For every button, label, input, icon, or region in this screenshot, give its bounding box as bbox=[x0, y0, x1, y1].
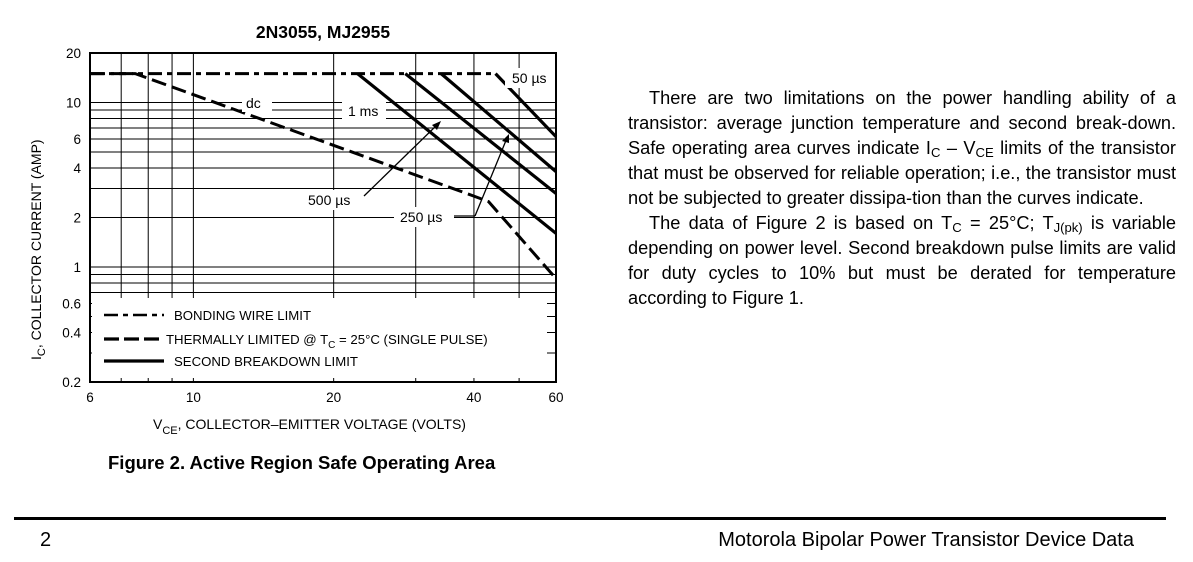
leader-250us-arrow bbox=[502, 134, 509, 143]
y-tick-label: 0.6 bbox=[62, 296, 81, 312]
y-tick-label: 10 bbox=[65, 95, 81, 111]
x-tick-label: 20 bbox=[326, 390, 342, 405]
y-tick-label: 4 bbox=[73, 160, 81, 176]
x-tick-labels bbox=[86, 390, 563, 405]
curve-annotations bbox=[242, 68, 555, 227]
safe-operating-area-chart bbox=[0, 0, 600, 440]
y-tick-label: 2 bbox=[73, 210, 81, 226]
x-tick-label: 6 bbox=[86, 390, 94, 405]
y-tick-label: 0.2 bbox=[62, 375, 81, 390]
legend-label-thermal: THERMALLY LIMITED @ $T_C = 25^\circ C$ (SINGLE PULSE) bbox=[166, 332, 488, 351]
x-tick-label: 40 bbox=[466, 390, 482, 405]
annotation-dc: dc bbox=[246, 95, 261, 111]
x-axis-title: $V_{CE}$, COLLECTOR–EMITTER VOLTAGE (VOLTS) bbox=[153, 416, 466, 437]
curves bbox=[90, 74, 556, 279]
y-tick-label: 1 bbox=[73, 260, 81, 276]
legend bbox=[92, 298, 547, 378]
footer-title: Motorola Bipolar Power Transistor Device Data bbox=[718, 529, 1134, 551]
page-number: 2 bbox=[40, 529, 52, 551]
legend-label-bonding: BONDING WIRE LIMIT bbox=[174, 308, 312, 323]
y-tick-label: 6 bbox=[73, 132, 81, 148]
y-tick-label: 0.4 bbox=[62, 325, 81, 341]
x-tick-label: 60 bbox=[548, 390, 564, 405]
annotation-500us: 500 µs bbox=[308, 192, 351, 208]
figure-caption: Figure 2. Active Region Safe Operating Area bbox=[108, 452, 496, 473]
x-tick-label: 10 bbox=[185, 390, 201, 405]
body-text bbox=[628, 86, 1176, 311]
paragraph-2: The data of Figure 2 is based on $T_C = 25^\circ C$; $T_{J(pk)}$ is variable depending on power level. Second breakdown pulse limits are valid for duty cycles to 10% but must be derated for temperature according to Figure 1. bbox=[628, 213, 1176, 308]
annotation-250us: 250 µs bbox=[400, 209, 443, 225]
chart-title: 2N3055, MJ2955 bbox=[255, 22, 391, 42]
legend-label-breakdown: SECOND BREAKDOWN LIMIT bbox=[174, 354, 358, 369]
annotation-50us: 50 µs bbox=[512, 70, 547, 86]
annotation-1ms: 1 ms bbox=[348, 103, 379, 119]
y-tick-labels bbox=[62, 46, 81, 390]
footer-rule bbox=[14, 517, 1166, 520]
y-tick-label: 20 bbox=[65, 46, 81, 61]
paragraph-1: There are two limitations on the power handling ability of a transistor: average junction temperature and second break-down. Safe operating area curves indicate $I_C - V_{CE}$ limits of the transistor that must be observed for reliable operation; i.e., the transistor must not be subjected to greater dissipa-tion than the curves indicate. bbox=[628, 88, 1176, 208]
series-line-1-ms bbox=[358, 74, 557, 234]
y-axis-title: $I_C$, COLLECTOR CURRENT (AMP) bbox=[28, 139, 48, 360]
